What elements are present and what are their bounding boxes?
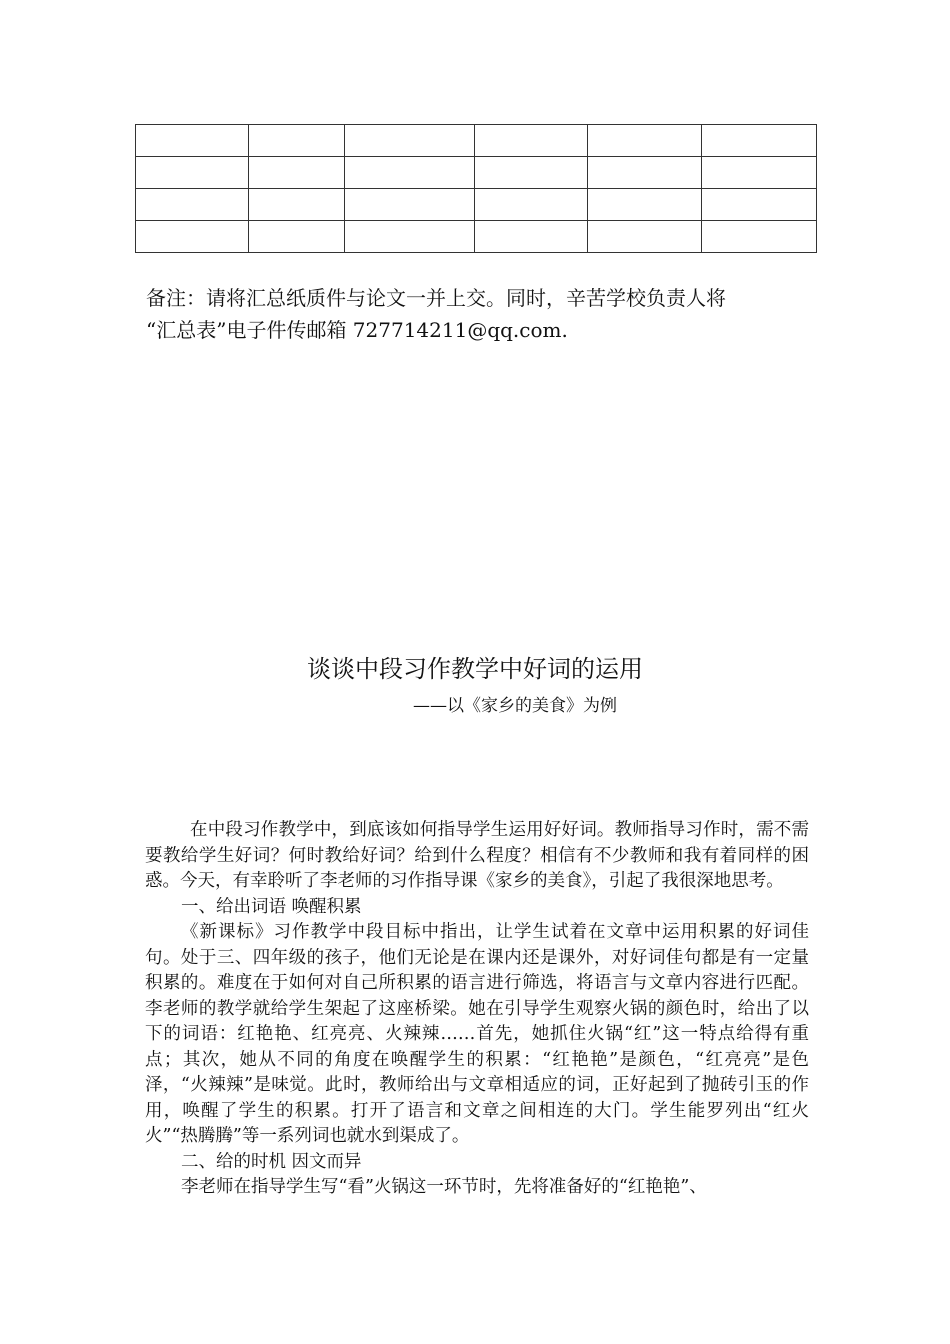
table-cell xyxy=(249,157,345,189)
table-row xyxy=(136,189,817,221)
article-body xyxy=(145,818,809,1201)
table-cell xyxy=(345,157,475,189)
table-cell xyxy=(702,221,817,253)
table-cell xyxy=(475,189,588,221)
paragraph-intro: 在中段习作教学中，到底该如何指导学生运用好好词。教师指导习作时，需不需要教给学生好词？何时教给好词？给到什么程度？相信有不少教师和我有着同样的困惑。今天，有幸聆听了李老师的习作指导课《家乡的美食》，引起了我很深地思考。 xyxy=(145,820,809,891)
table-cell xyxy=(475,221,588,253)
table-cell xyxy=(588,125,702,157)
table-cell xyxy=(345,189,475,221)
note-line-1: 备注：请将汇总纸质件与论文一并上交。同时，辛苦学校负责人将 xyxy=(146,286,726,310)
note-line-2: “汇总表”电子件传邮箱 727714211@qq.com. xyxy=(146,318,568,342)
table-cell xyxy=(702,157,817,189)
table-cell xyxy=(588,189,702,221)
table-cell xyxy=(588,157,702,189)
section-heading-1: 一、给出词语 唤醒积累 xyxy=(181,896,362,917)
table-cell xyxy=(136,125,249,157)
submission-note xyxy=(146,282,826,346)
table-cell xyxy=(475,125,588,157)
table-cell xyxy=(475,157,588,189)
summary-table xyxy=(135,124,817,253)
table-row xyxy=(136,157,817,189)
paragraph-section-2: 李老师在指导学生写“看”火锅这一环节时，先将准备好的“红艳艳”、 xyxy=(181,1177,707,1197)
paragraph-section-1: 《新课标》习作教学中段目标中指出，让学生试着在文章中运用积累的好词佳句。处于三、四年级的孩子，他们无论是在课内还是课外，对好词佳句都是有一定量积累的。难度在于如何对自己所积累的语言进行筛选，将语言与文章内容进行匹配。李老师的教学就给学生架起了这座桥梁。她在引导学生观察火锅的颜色时，给出了以下的词语：红艳艳、红亮亮、火辣辣……首先，她抓住火锅“红”这一特点给得有重点；其次，她从不同的角度在唤醒学生的积累：“红艳艳”是颜色，“红亮亮”是色泽，“火辣辣”是味觉。此时，教师给出与文章相适应的词，正好起到了抛砖引玉的作用，唤醒了学生的积累。打开了语言和文章之间相连的大门。学生能罗列出“红火火”“热腾腾”等一系列词也就水到渠成了。 xyxy=(145,922,809,1146)
table-body xyxy=(136,125,817,253)
article-subtitle: ——以《家乡的美食》为例 xyxy=(413,696,617,716)
table-cell xyxy=(345,125,475,157)
section-heading-2: 二、给的时机 因文而异 xyxy=(181,1151,362,1172)
table-cell xyxy=(702,189,817,221)
table-cell xyxy=(249,189,345,221)
table-cell xyxy=(249,125,345,157)
table-cell xyxy=(702,125,817,157)
table-cell xyxy=(588,221,702,253)
table-cell xyxy=(136,221,249,253)
table-row xyxy=(136,221,817,253)
table-cell xyxy=(345,221,475,253)
table-row xyxy=(136,125,817,157)
table-cell xyxy=(249,221,345,253)
article-title: 谈谈中段习作教学中好词的运用 xyxy=(307,655,643,683)
table-cell xyxy=(136,189,249,221)
table-cell xyxy=(136,157,249,189)
